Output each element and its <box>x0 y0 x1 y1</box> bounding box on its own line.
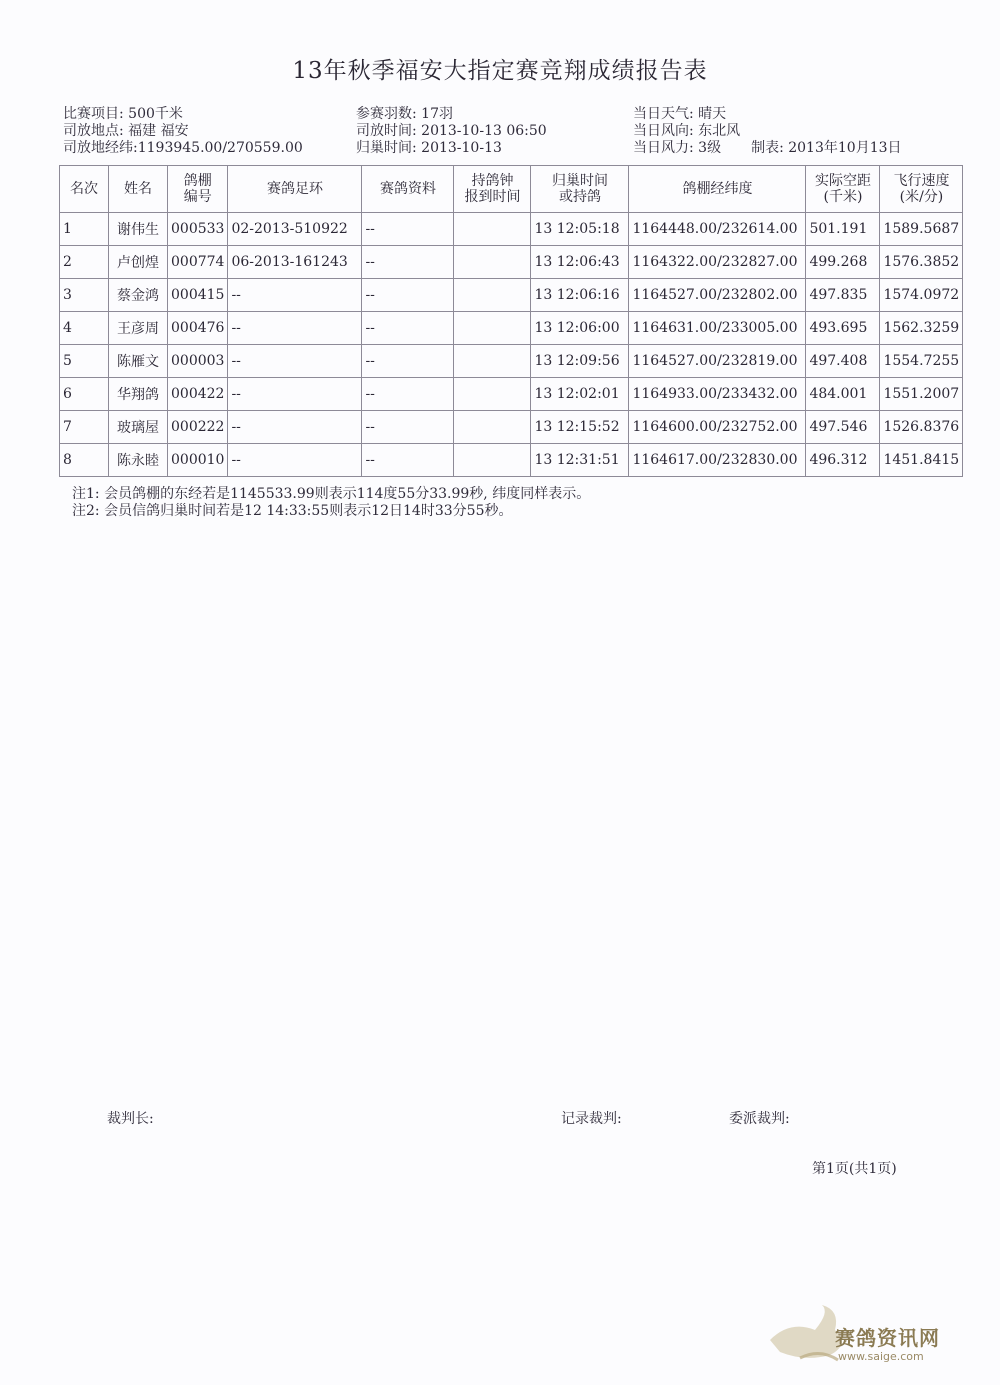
cell-data: -- <box>362 411 454 444</box>
cell-coord: 1164527.00/232819.00 <box>629 345 806 378</box>
cell-ring: -- <box>228 345 362 378</box>
cell-loft: 000476 <box>168 312 228 345</box>
watermark-url: www.saige.com <box>838 1350 924 1363</box>
cell-clock <box>454 444 531 477</box>
table-row <box>60 378 963 411</box>
cell-ring: 02-2013-510922 <box>228 213 362 246</box>
page-number: 第1页(共1页) <box>812 1161 897 1177</box>
cell-coord: 1164600.00/232752.00 <box>629 411 806 444</box>
cell-arr: 13 12:09:56 <box>531 345 629 378</box>
cell-dist: 501.191 <box>806 213 880 246</box>
cell-rank: 2 <box>60 246 109 279</box>
cell-coord: 1164448.00/232614.00 <box>629 213 806 246</box>
table-row <box>60 444 963 477</box>
header-arr: 归巢时间 或持鸽 <box>531 166 629 213</box>
cell-name: 王彦周 <box>109 312 168 345</box>
header-data: 赛鸽资料 <box>362 166 454 213</box>
info-mid <box>356 106 547 157</box>
info-release-place: 司放地点: 福建 福安 <box>63 123 189 139</box>
info-release-time: 司放时间: 2013-10-13 06:50 <box>356 123 547 139</box>
cell-speed: 1551.2007 <box>880 378 963 411</box>
note-1: 注1: 会员鸽棚的东经若是1145533.99则表示114度55分33.99秒, 纬度同样表示。 <box>72 486 591 502</box>
cell-loft: 000222 <box>168 411 228 444</box>
cell-name: 蔡金鸿 <box>109 279 168 312</box>
cell-rank: 7 <box>60 411 109 444</box>
report-title: 13年秋季福安大指定赛竞翔成绩报告表 <box>292 58 708 84</box>
cell-dist: 497.835 <box>806 279 880 312</box>
info-release-coords: 司放地经纬:1193945.00/270559.00 <box>63 140 303 156</box>
cell-arr: 13 12:06:16 <box>531 279 629 312</box>
table-row <box>60 312 963 345</box>
cell-arr: 13 12:31:51 <box>531 444 629 477</box>
cell-arr: 13 12:15:52 <box>531 411 629 444</box>
record-judge-label: 记录裁判: <box>561 1111 622 1127</box>
header-coord: 鸽棚经纬度 <box>629 166 806 213</box>
cell-name: 陈永睦 <box>109 444 168 477</box>
cell-speed: 1451.8415 <box>880 444 963 477</box>
cell-name: 卢创煌 <box>109 246 168 279</box>
table-body <box>60 213 963 477</box>
cell-speed: 1526.8376 <box>880 411 963 444</box>
cell-rank: 5 <box>60 345 109 378</box>
header-loft: 鸽棚 编号 <box>168 166 228 213</box>
info-race-item: 比赛项目: 500千米 <box>63 106 183 122</box>
info-made-date: 制表: 2013年10月13日 <box>751 140 902 156</box>
info-weather: 当日天气: 晴天 <box>633 106 727 122</box>
cell-clock <box>454 246 531 279</box>
cell-arr: 13 12:06:00 <box>531 312 629 345</box>
header-rank: 名次 <box>60 166 109 213</box>
cell-arr: 13 12:06:43 <box>531 246 629 279</box>
cell-ring: 06-2013-161243 <box>228 246 362 279</box>
cell-speed: 1589.5687 <box>880 213 963 246</box>
assigned-judge-label: 委派裁判: <box>729 1111 790 1127</box>
cell-rank: 6 <box>60 378 109 411</box>
info-wind-direction: 当日风向: 东北风 <box>633 123 741 139</box>
cell-ring: -- <box>228 279 362 312</box>
cell-arr: 13 12:02:01 <box>531 378 629 411</box>
cell-coord: 1164631.00/233005.00 <box>629 312 806 345</box>
cell-speed: 1576.3852 <box>880 246 963 279</box>
cell-rank: 1 <box>60 213 109 246</box>
cell-dist: 497.408 <box>806 345 880 378</box>
cell-clock <box>454 213 531 246</box>
cell-rank: 3 <box>60 279 109 312</box>
cell-loft: 000774 <box>168 246 228 279</box>
notes <box>72 486 590 520</box>
info-wind-force: 当日风力: 3级 <box>633 140 722 156</box>
results-table <box>59 165 963 477</box>
cell-dist: 497.546 <box>806 411 880 444</box>
cell-speed: 1554.7255 <box>880 345 963 378</box>
cell-coord: 1164322.00/232827.00 <box>629 246 806 279</box>
header-ring: 赛鸽足环 <box>228 166 362 213</box>
cell-dist: 484.001 <box>806 378 880 411</box>
cell-clock <box>454 345 531 378</box>
cell-coord: 1164617.00/232830.00 <box>629 444 806 477</box>
note-2: 注2: 会员信鸽归巢时间若是12 14:33:55则表示12日14时33分55秒。 <box>72 503 513 519</box>
cell-rank: 4 <box>60 312 109 345</box>
header-name: 姓名 <box>109 166 168 213</box>
chief-judge-label: 裁判长: <box>107 1111 154 1127</box>
cell-coord: 1164933.00/233432.00 <box>629 378 806 411</box>
cell-dist: 496.312 <box>806 444 880 477</box>
cell-dist: 499.268 <box>806 246 880 279</box>
cell-coord: 1164527.00/232802.00 <box>629 279 806 312</box>
cell-data: -- <box>362 279 454 312</box>
cell-loft: 000415 <box>168 279 228 312</box>
cell-speed: 1562.3259 <box>880 312 963 345</box>
cell-data: -- <box>362 444 454 477</box>
table-row <box>60 213 963 246</box>
cell-name: 谢伟生 <box>109 213 168 246</box>
cell-clock <box>454 411 531 444</box>
cell-data: -- <box>362 246 454 279</box>
cell-rank: 8 <box>60 444 109 477</box>
cell-clock <box>454 312 531 345</box>
table-header-row <box>60 166 963 213</box>
cell-name: 华翔鸽 <box>109 378 168 411</box>
cell-loft: 000422 <box>168 378 228 411</box>
cell-name: 陈雁文 <box>109 345 168 378</box>
table-row <box>60 345 963 378</box>
cell-ring: -- <box>228 378 362 411</box>
cell-arr: 13 12:05:18 <box>531 213 629 246</box>
watermark-text: 赛鸽资讯网 <box>835 1326 940 1350</box>
info-entries: 参赛羽数: 17羽 <box>356 106 453 122</box>
info-left <box>63 106 303 157</box>
info-return-time: 归巢时间: 2013-10-13 <box>356 140 502 156</box>
table-row <box>60 246 963 279</box>
table-row <box>60 279 963 312</box>
cell-dist: 493.695 <box>806 312 880 345</box>
cell-data: -- <box>362 312 454 345</box>
cell-clock <box>454 279 531 312</box>
cell-loft: 000010 <box>168 444 228 477</box>
cell-ring: -- <box>228 444 362 477</box>
cell-data: -- <box>362 378 454 411</box>
info-right <box>633 106 902 157</box>
cell-data: -- <box>362 345 454 378</box>
cell-data: -- <box>362 213 454 246</box>
cell-ring: -- <box>228 312 362 345</box>
cell-name: 玻璃屋 <box>109 411 168 444</box>
header-speed: 飞行速度 (米/分) <box>880 166 963 213</box>
cell-speed: 1574.0972 <box>880 279 963 312</box>
info-wind-row <box>633 140 902 157</box>
cell-loft: 000533 <box>168 213 228 246</box>
table-row <box>60 411 963 444</box>
cell-ring: -- <box>228 411 362 444</box>
header-clock: 持鸽钟 报到时间 <box>454 166 531 213</box>
cell-loft: 000003 <box>168 345 228 378</box>
header-dist: 实际空距 (千米) <box>806 166 880 213</box>
cell-clock <box>454 378 531 411</box>
